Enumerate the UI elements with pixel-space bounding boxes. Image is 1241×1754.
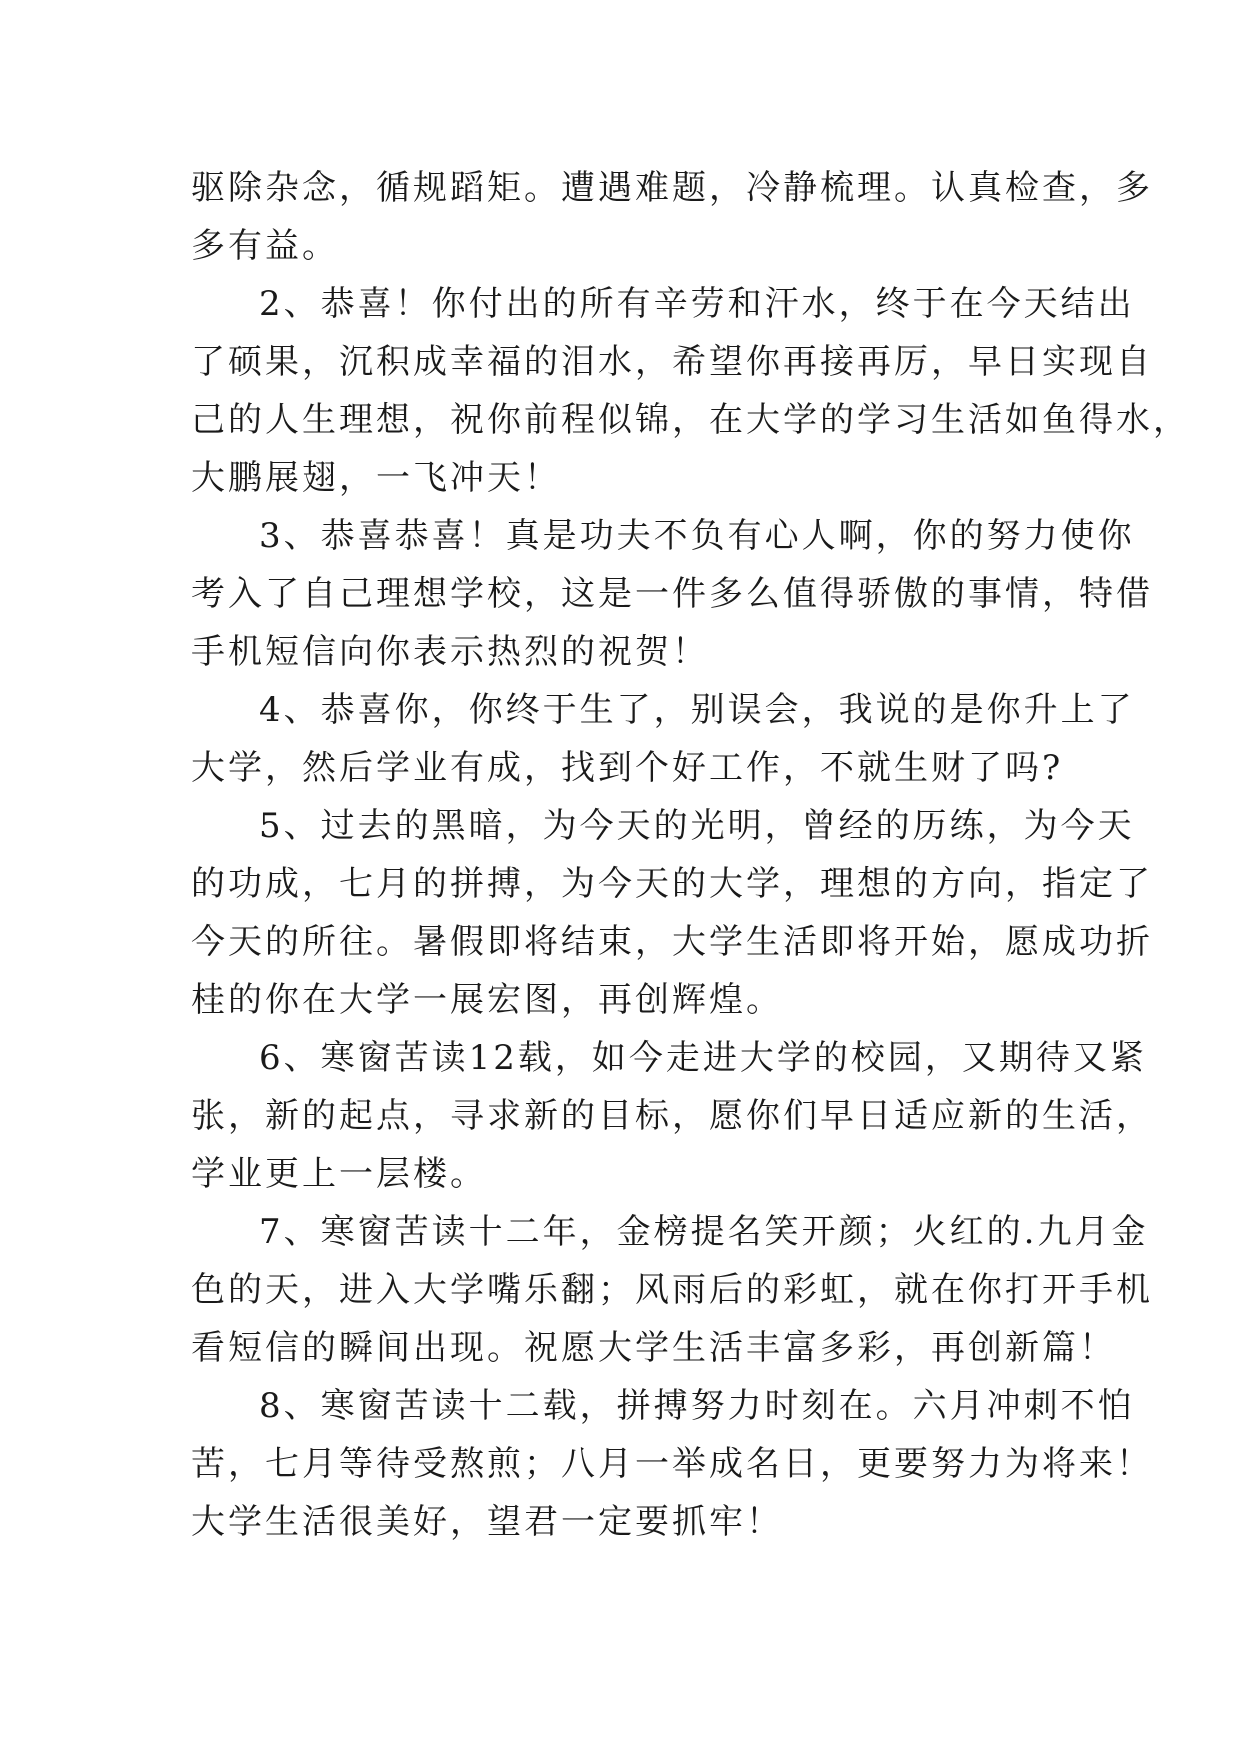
- paragraph-3: [191, 507, 1153, 681]
- text-line: 多有益。: [191, 226, 339, 266]
- paragraph-6: [191, 1029, 1153, 1203]
- text-line: 大学，然后学业有成，找到个好工作，不就生财了吗?: [191, 748, 1064, 788]
- text-line: 大学生活很美好，望君一定要抓牢！: [191, 1502, 783, 1542]
- paragraph-4: [191, 681, 1135, 797]
- text-line: 桂的你在大学一展宏图，再创辉煌。: [191, 980, 783, 1020]
- text-line: 看短信的瞬间出现。祝愿大学生活丰富多彩，再创新篇！: [191, 1328, 1116, 1368]
- text-line: 己的人生理想，祝你前程似锦，在大学的学习生活如鱼得水，: [191, 400, 1190, 440]
- text-line: 2、恭喜！你付出的所有辛劳和汗水，终于在今天结出: [259, 284, 1135, 324]
- paragraph-5: [191, 797, 1153, 1029]
- text-line: 色的天，进入大学嘴乐翻；风雨后的彩虹，就在你打开手机: [191, 1270, 1153, 1310]
- text-line: 5、过去的黑暗，为今天的光明，曾经的历练，为今天: [259, 806, 1135, 846]
- paragraph-0: [191, 159, 1153, 275]
- text-line: 考入了自己理想学校，这是一件多么值得骄傲的事情，特借: [191, 574, 1153, 614]
- text-line: 6、寒窗苦读12载，如今走进大学的校园，又期待又紧: [259, 1038, 1147, 1078]
- text-line: 驱除杂念，循规蹈矩。遭遇难题，冷静梳理。认真检查，多: [191, 168, 1153, 208]
- text-line: 3、恭喜恭喜！真是功夫不负有心人啊，你的努力使你: [259, 516, 1135, 556]
- text-line: 大鹏展翅，一飞冲天！: [191, 458, 561, 498]
- paragraph-8: [191, 1377, 1153, 1551]
- text-line: 8、寒窗苦读十二载，拼搏努力时刻在。六月冲刺不怕: [259, 1386, 1135, 1426]
- text-line: 学业更上一层楼。: [191, 1154, 487, 1194]
- text-line: 张，新的起点，寻求新的目标，愿你们早日适应新的生活，: [191, 1096, 1153, 1136]
- text-line: 4、恭喜你，你终于生了，别误会，我说的是你升上了: [259, 690, 1135, 730]
- document-body: [191, 159, 1190, 1551]
- text-line: 7、寒窗苦读十二年，金榜提名笑开颜；火红的.九月金: [259, 1212, 1149, 1252]
- text-line: 今天的所往。暑假即将结束，大学生活即将开始，愿成功折: [191, 922, 1153, 962]
- text-line: 的功成，七月的拼搏，为今天的大学，理想的方向，指定了: [191, 864, 1153, 904]
- text-line: 手机短信向你表示热烈的祝贺！: [191, 632, 709, 672]
- paragraph-2: [191, 275, 1190, 507]
- text-line: 了硕果，沉积成幸福的泪水，希望你再接再厉，早日实现自: [191, 342, 1153, 382]
- text-line: 苦，七月等待受熬煎；八月一举成名日，更要努力为将来！: [191, 1444, 1153, 1484]
- paragraph-7: [191, 1203, 1153, 1377]
